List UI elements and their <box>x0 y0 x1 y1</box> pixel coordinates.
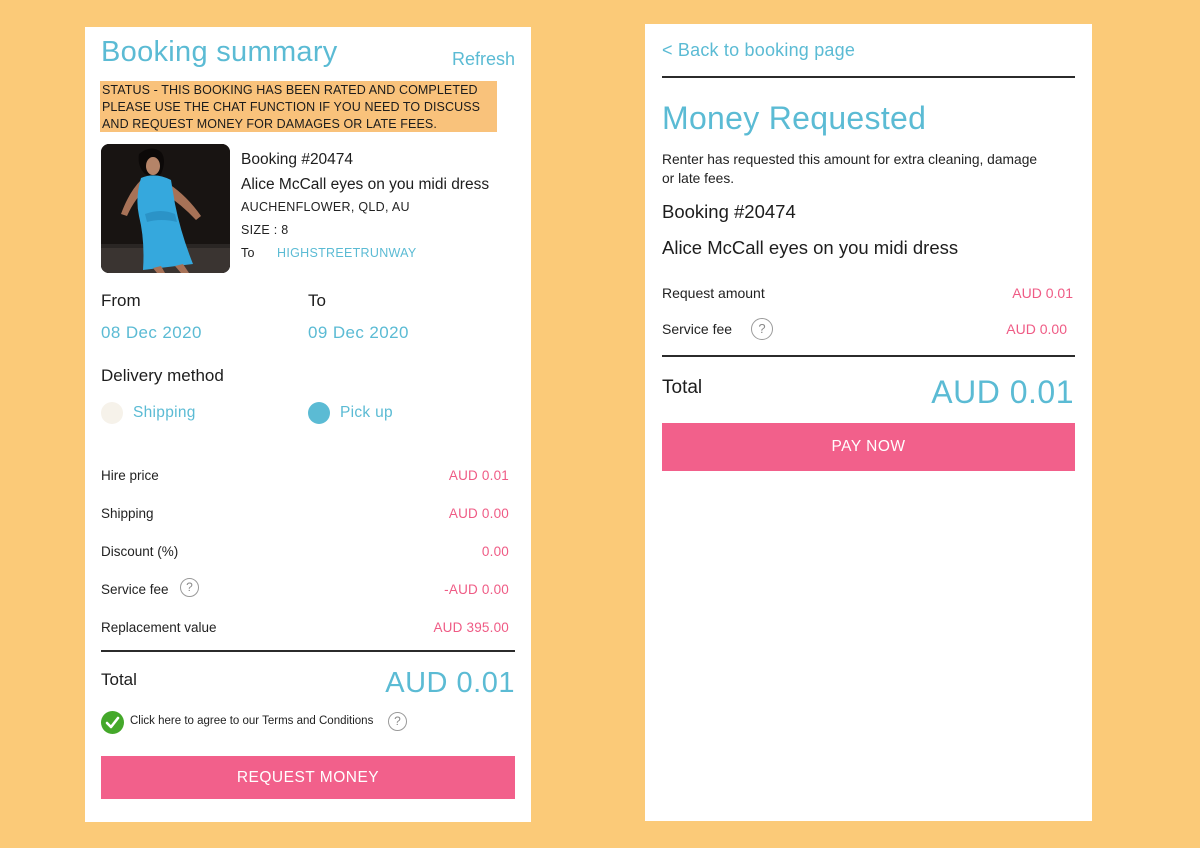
from-date: 08 Dec 2020 <box>101 323 202 342</box>
terms-link[interactable]: Click here to agree to our Terms and Conditions <box>130 715 374 727</box>
total-label: Total <box>101 670 137 689</box>
service-fee-label: Service fee <box>101 582 169 597</box>
request-amount-label: Request amount <box>662 285 765 301</box>
request-total-value: AUD 0.01 <box>931 374 1074 410</box>
refresh-link[interactable]: Refresh <box>451 49 515 69</box>
to-label: To <box>241 246 255 260</box>
shipping-price-value: AUD 0.00 <box>448 506 509 521</box>
money-requested-description: Renter has requested this amount for extra cleaning, damage or late fees. <box>662 152 1038 186</box>
request-service-fee-help-icon[interactable]: ? <box>751 318 773 340</box>
money-requested-panel <box>645 24 1092 821</box>
delivery-method-title: Delivery method <box>101 366 224 385</box>
service-fee-help-icon[interactable]: ? <box>180 578 199 597</box>
status-banner: STATUS - THIS BOOKING HAS BEEN RATED AND COMPLETED PLEASE USE THE CHAT FUNCTION IF YOU NEED TO DISCUSS AND REQUEST MONEY FOR DAMAGES OR LATE FEES. <box>100 81 497 132</box>
dress-photo-illustration <box>101 144 230 273</box>
request-money-button[interactable]: REQUEST MONEY <box>101 756 515 799</box>
discount-value: 0.00 <box>481 544 509 559</box>
back-to-booking-link[interactable]: < Back to booking page <box>662 40 856 60</box>
request-totals-divider <box>662 355 1075 357</box>
to-date: 09 Dec 2020 <box>308 323 409 342</box>
request-total-label: Total <box>662 377 703 398</box>
discount-label: Discount (%) <box>101 544 179 559</box>
request-service-fee-label: Service fee <box>662 321 733 337</box>
terms-help-icon[interactable]: ? <box>388 712 407 731</box>
checkmark-icon <box>101 711 124 734</box>
terms-checkbox[interactable] <box>101 711 124 734</box>
request-item-name: Alice McCall eyes on you midi dress <box>662 237 959 258</box>
pickup-label[interactable]: Pick up <box>340 404 393 421</box>
replacement-value-label: Replacement value <box>101 620 217 635</box>
booking-number: Booking #20474 <box>241 151 354 168</box>
total-value: AUD 0.01 <box>385 667 515 699</box>
header-divider <box>662 76 1075 78</box>
product-name: Alice McCall eyes on you midi dress <box>241 176 490 193</box>
hire-price-label: Hire price <box>101 468 159 483</box>
booking-summary-title: Booking summary <box>101 36 338 68</box>
request-amount-value: AUD 0.01 <box>1012 285 1073 301</box>
to-user-link[interactable]: HIGHSTREETRUNWAY <box>277 246 417 260</box>
from-label: From <box>101 291 141 310</box>
product-size: SIZE : 8 <box>241 223 289 237</box>
money-requested-title: Money Requested <box>662 100 927 136</box>
shipping-price-label: Shipping <box>101 506 154 521</box>
request-booking-number: Booking #20474 <box>662 201 796 222</box>
hire-price-value: AUD 0.01 <box>448 468 509 483</box>
product-location: AUCHENFLOWER, QLD, AU <box>241 200 410 214</box>
shipping-label[interactable]: Shipping <box>133 404 196 421</box>
replacement-value-value: AUD 395.00 <box>433 620 509 635</box>
pay-now-button[interactable]: PAY NOW <box>662 423 1075 471</box>
product-image[interactable] <box>101 144 230 273</box>
booking-summary-panel <box>85 27 531 822</box>
pickup-radio[interactable] <box>308 402 330 424</box>
service-fee-value: -AUD 0.00 <box>444 582 509 597</box>
totals-divider <box>101 650 515 652</box>
to-date-label: To <box>308 291 326 310</box>
request-service-fee-value: AUD 0.00 <box>1006 321 1067 337</box>
shipping-radio[interactable] <box>101 402 123 424</box>
